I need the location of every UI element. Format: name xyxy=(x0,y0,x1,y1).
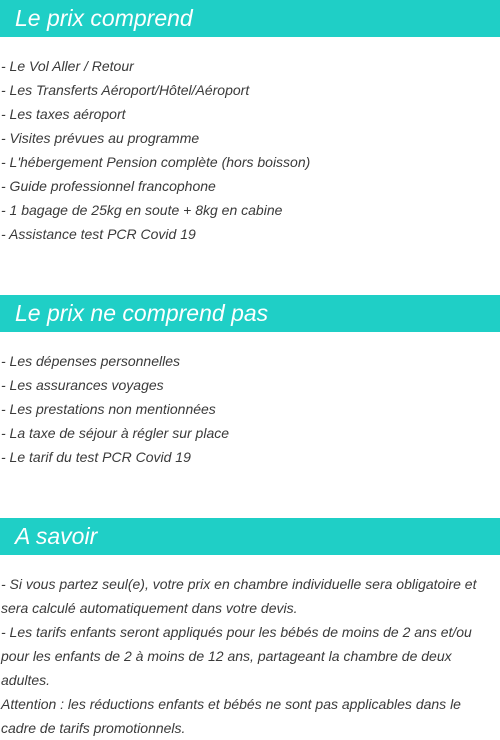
section-title-included: Le prix comprend xyxy=(0,0,500,37)
list-item: - Le tarif du test PCR Covid 19 xyxy=(1,449,191,465)
list-item: - La taxe de séjour à régler sur place xyxy=(1,425,230,441)
list-item: - Les dépenses personnelles xyxy=(1,353,181,369)
list-item: - Les prestations non mentionnées xyxy=(1,401,216,417)
list-item: - Le Vol Aller / Retour xyxy=(1,58,134,74)
excluded-list xyxy=(1,349,499,469)
included-list xyxy=(1,54,499,246)
list-item: - Les taxes aéroport xyxy=(1,106,126,122)
list-item: - Assistance test PCR Covid 19 xyxy=(1,226,196,242)
info-paragraph: Attention : les réductions enfants et bébés ne sont pas applicables dans le cadre de tarifs promotionnels. xyxy=(1,696,461,736)
list-item: - Les Transferts Aéroport/Hôtel/Aéroport xyxy=(1,82,250,98)
info-paragraph: - Les tarifs enfants seront appliqués pour les bébés de moins de 2 ans et/ou pour les enfants de 2 à moins de 12 ans, partageant la chambre de deux adultes. xyxy=(1,624,472,688)
list-item: - Visites prévues au programme xyxy=(1,130,200,146)
list-item: - L'hébergement Pension complète (hors boisson) xyxy=(1,154,311,170)
list-item: - 1 bagage de 25kg en soute + 8kg en cabine xyxy=(1,202,283,218)
section-title-info: A savoir xyxy=(0,518,500,555)
list-item: - Les assurances voyages xyxy=(1,377,164,393)
section-title-excluded: Le prix ne comprend pas xyxy=(0,295,500,332)
list-item: - Guide professionnel francophone xyxy=(1,178,216,194)
info-paragraph: - Si vous partez seul(e), votre prix en chambre individuelle sera obligatoire et sera calculé automatiquement dans votre devis. xyxy=(1,576,477,616)
